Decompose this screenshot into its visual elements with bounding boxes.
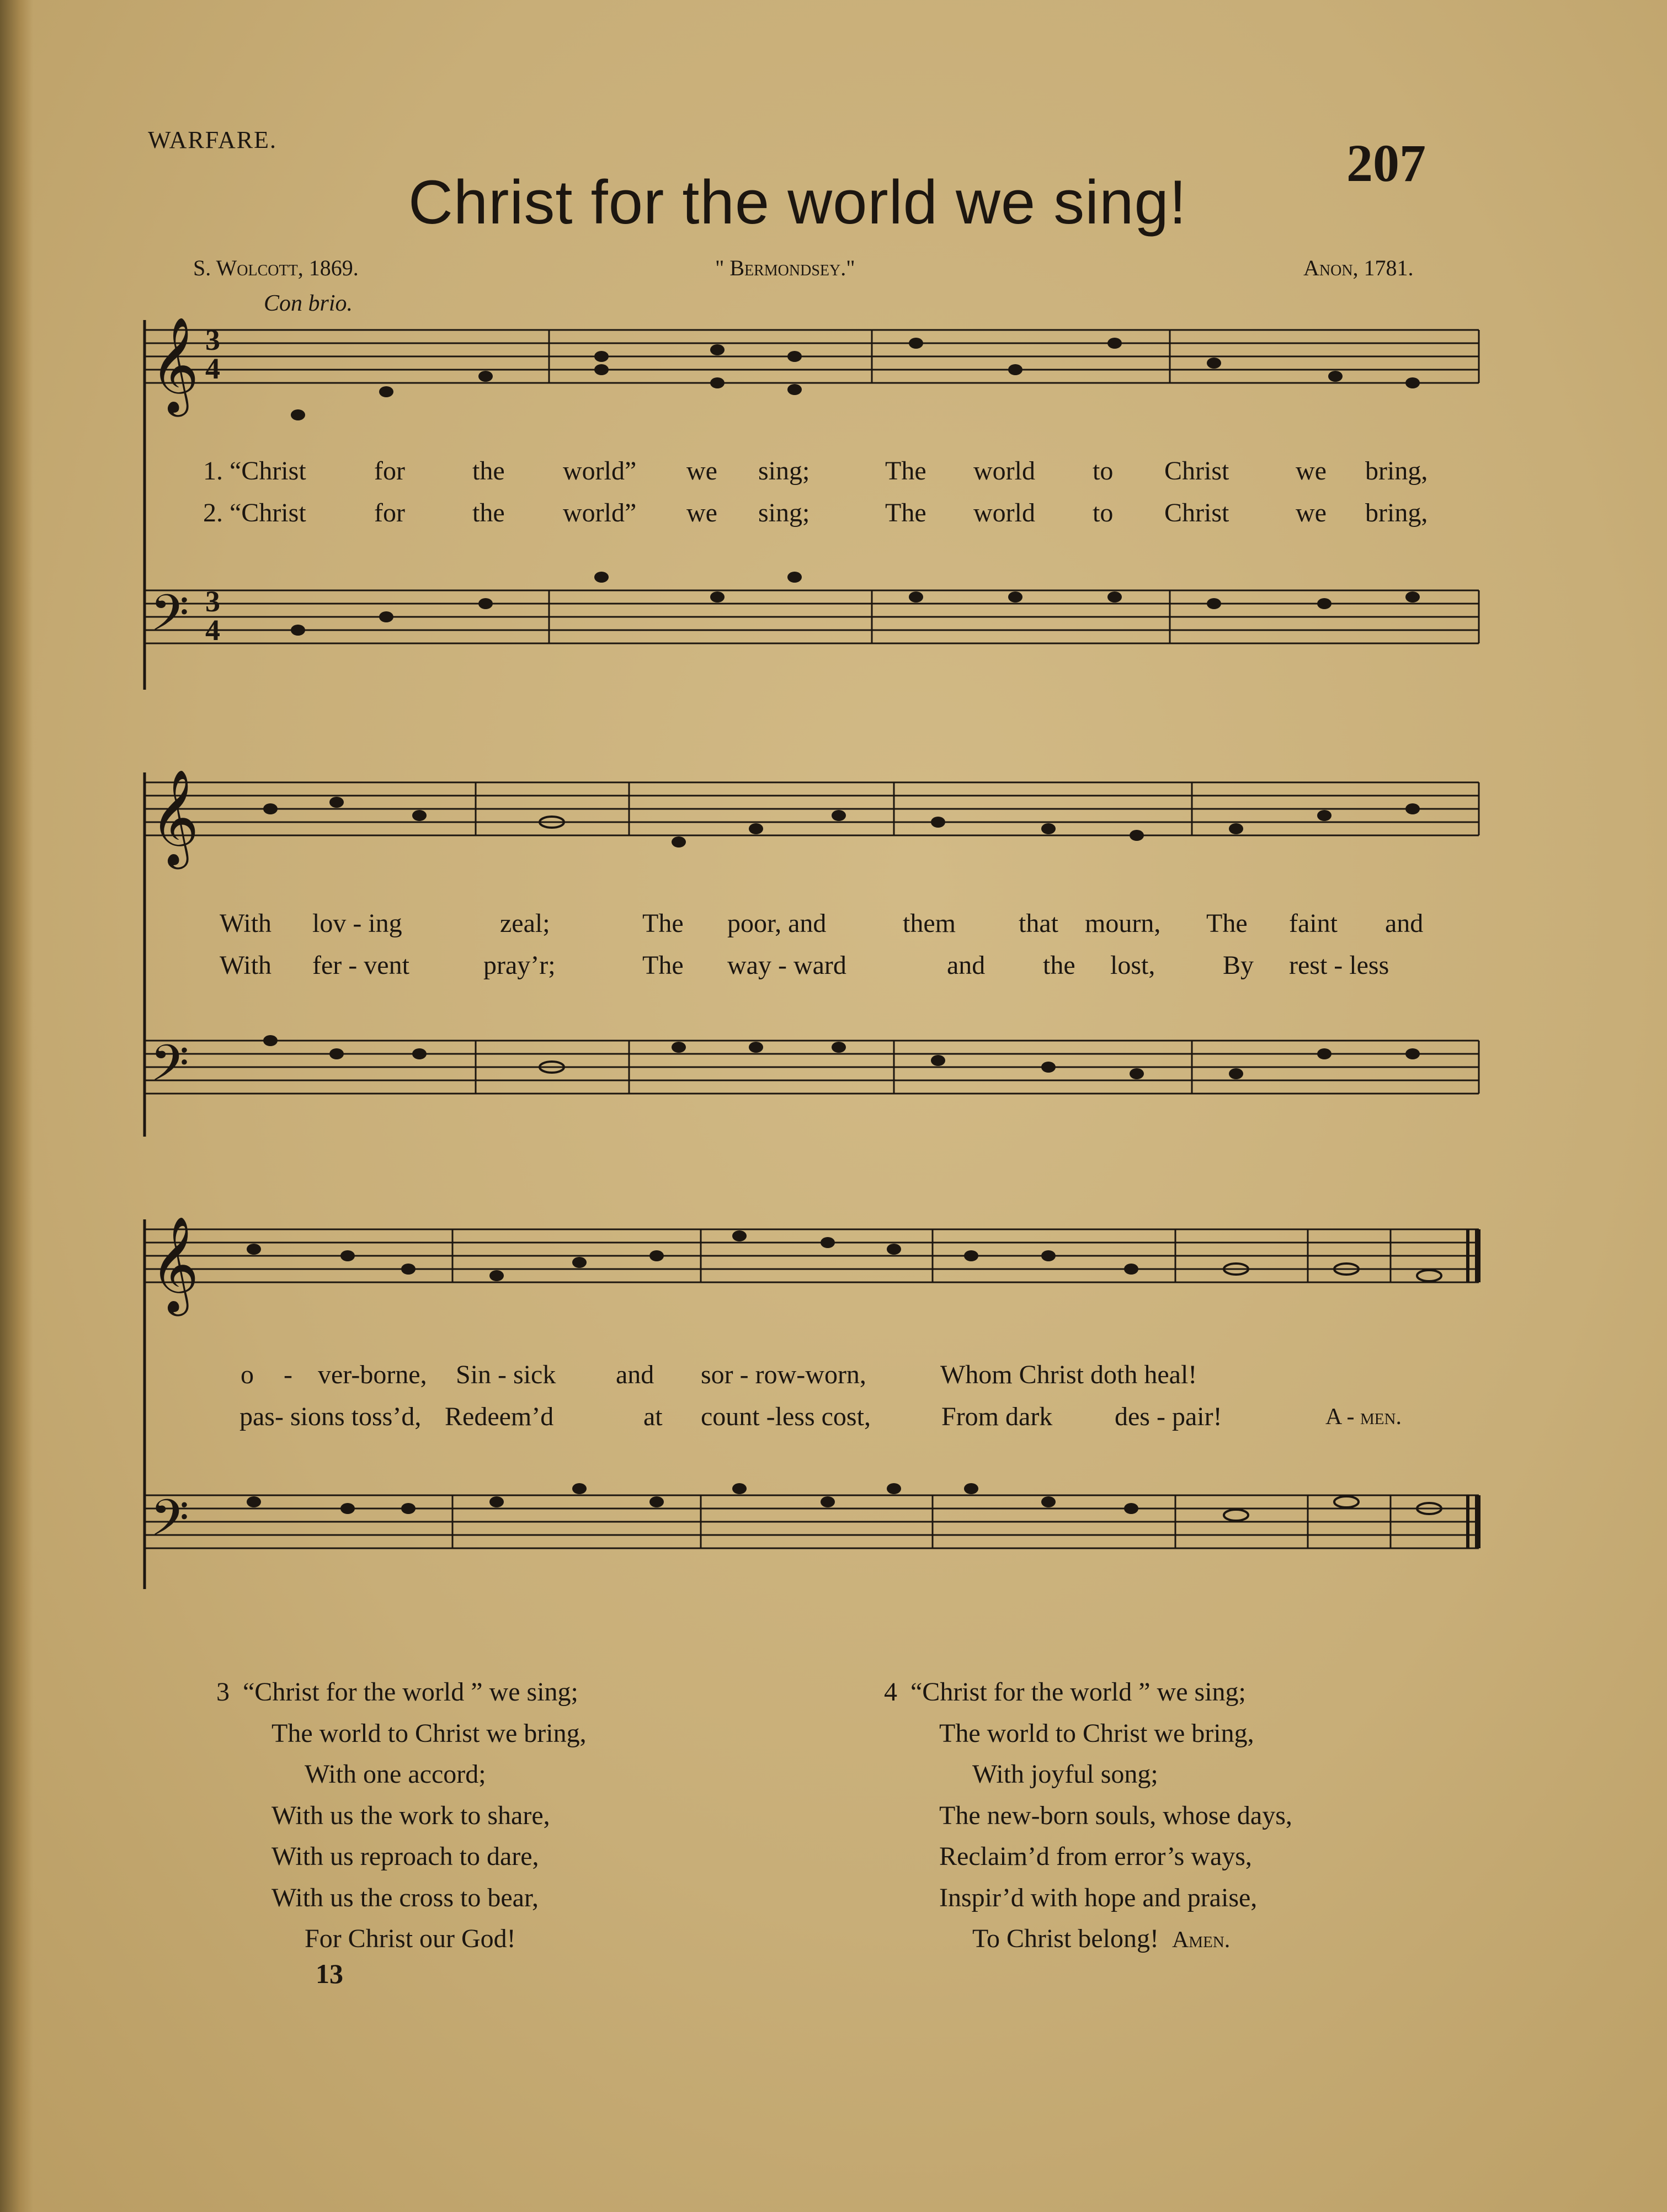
- stanza-3-number: 3: [216, 1677, 230, 1707]
- bass-time-signature: 3 4: [205, 585, 220, 647]
- stanza-4: 4 “Christ for the world ” we sing; The world to Christ we bring, With joyful song; The new-born souls, whose days, Reclaim’d from error’s ways, Inspir’d with hope and praise, To Christ belong! Amen.: [884, 1677, 1292, 1953]
- svg-text:𝄢: 𝄢: [150, 1034, 189, 1105]
- svg-text:𝄞: 𝄞: [150, 1216, 199, 1312]
- hymn-title: Christ for the world we sing!: [408, 168, 1187, 237]
- treble-clef-icon: 𝄞: [150, 317, 199, 413]
- system-1-bass-staff: [145, 590, 1479, 643]
- stanza-3: 3 “Christ for the world ” we sing; The world to Christ we bring, With one accord; With us the work to share, With us reproach to dare, With us the cross to bear, For Christ our God!: [216, 1677, 587, 1953]
- svg-text:𝄢: 𝄢: [150, 1489, 189, 1559]
- stanza-4-number: 4: [884, 1677, 897, 1707]
- tune-name: " Bermondsey.": [715, 255, 855, 280]
- author-credit: S. Wolcott, 1869.: [193, 255, 359, 280]
- bass-clef-icon: 𝄢: [150, 584, 189, 654]
- treble-time-signature: 3 4: [205, 323, 220, 385]
- system-1-treble-staff: [145, 330, 1479, 383]
- amen-label: Amen.: [1171, 1927, 1231, 1953]
- signature-mark: 13: [316, 1958, 343, 1989]
- svg-text:𝄞: 𝄞: [150, 769, 199, 865]
- tempo-marking: Con brio.: [264, 291, 353, 316]
- composer-credit: Anon, 1781.: [1303, 255, 1414, 280]
- section-heading: WARFARE.: [148, 126, 277, 153]
- page-number: 207: [1346, 134, 1426, 193]
